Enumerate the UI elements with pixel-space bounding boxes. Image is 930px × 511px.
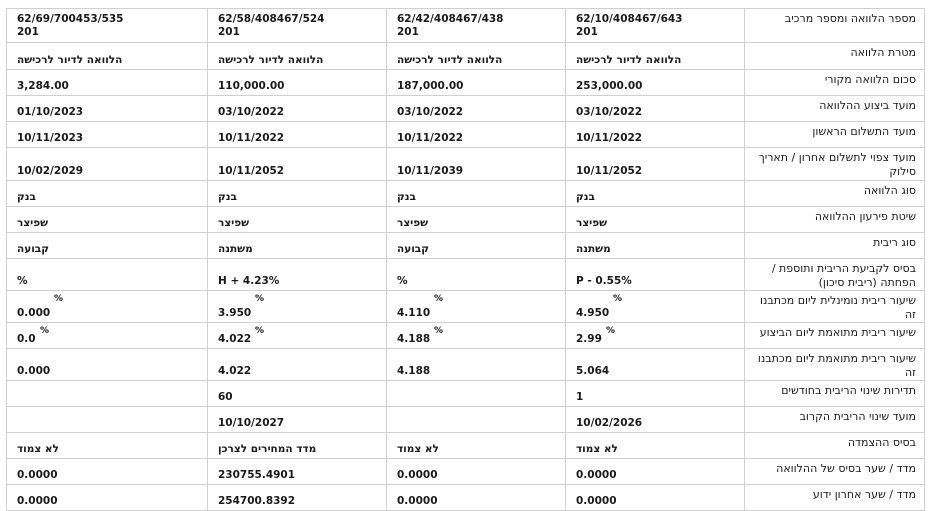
cell-loan-1 xyxy=(566,381,745,407)
row-label: בסיס ההצמדה xyxy=(745,433,925,459)
cell-value: לא צמוד xyxy=(17,443,59,455)
row-label: מטרת הלוואה xyxy=(745,43,925,70)
cell-loan-3 xyxy=(208,181,387,207)
cell-loan-1 xyxy=(566,349,745,381)
cell-loan-3 xyxy=(208,70,387,96)
cell-loan-3 xyxy=(208,291,387,323)
cell-value: שפיצר xyxy=(17,217,49,229)
cell-loan-4 xyxy=(7,291,208,323)
cell-loan-3 xyxy=(208,148,387,181)
cell-value: משתנה xyxy=(576,243,611,255)
cell-value: 230755.4901 xyxy=(218,469,296,481)
cell-value: H + 4.23% xyxy=(218,275,280,287)
cell-loan-4 xyxy=(7,459,208,485)
table-row xyxy=(7,323,925,349)
cell-value: 10/02/2026 xyxy=(576,417,643,429)
cell-loan-1 xyxy=(566,70,745,96)
cell-loan-1 xyxy=(566,323,745,349)
cell-loan-4 xyxy=(7,381,208,407)
cell-value: בנק xyxy=(397,191,416,203)
cell-loan-2 xyxy=(387,233,566,259)
cell-value: % xyxy=(397,275,408,287)
row-label: שיעור ריבית מתואמת ליום מכתבנו זה xyxy=(745,349,925,381)
cell-loan-2 xyxy=(387,148,566,181)
cell-loan-3 xyxy=(208,349,387,381)
cell-value: 4.188 xyxy=(397,333,431,345)
loan-details-sheet xyxy=(6,8,924,511)
table-row xyxy=(7,407,925,433)
cell-loan-2 xyxy=(387,122,566,148)
table-row xyxy=(7,259,925,291)
table-row xyxy=(7,381,925,407)
cell-loan-3 xyxy=(208,459,387,485)
percent-sign: % xyxy=(434,326,444,336)
cell-loan-2 xyxy=(387,43,566,70)
cell-loan-1 xyxy=(566,485,745,511)
cell-value: 10/11/2022 xyxy=(397,132,464,144)
table-row xyxy=(7,148,925,181)
cell-value: 10/10/2027 xyxy=(218,417,285,429)
cell-value: 4.188 xyxy=(397,365,431,377)
row-label: מספר הלוואה ומספר מרכיב xyxy=(745,9,925,43)
cell-loan-3 xyxy=(208,407,387,433)
table-row xyxy=(7,459,925,485)
cell-value: הלוואה לדיור לרכישה xyxy=(576,54,682,66)
cell-loan-1 xyxy=(566,148,745,181)
cell-loan-3 xyxy=(208,9,387,43)
row-label: מדד / שער אחרון ידוע xyxy=(745,485,925,511)
table-row xyxy=(7,291,925,323)
cell-loan-3 xyxy=(208,43,387,70)
cell-loan-1 xyxy=(566,207,745,233)
cell-loan-1 xyxy=(566,43,745,70)
table-row xyxy=(7,207,925,233)
row-label: שיטת פירעון ההלוואה xyxy=(745,207,925,233)
cell-value: שפיצר xyxy=(397,217,429,229)
cell-value: 5.064 xyxy=(576,365,610,377)
cell-loan-1 xyxy=(566,9,745,43)
percent-sign: % xyxy=(255,294,265,304)
cell-loan-1 xyxy=(566,181,745,207)
cell-loan-4 xyxy=(7,233,208,259)
cell-value: 253,000.00 xyxy=(576,80,643,92)
cell-loan-4 xyxy=(7,349,208,381)
cell-loan-2 xyxy=(387,485,566,511)
cell-loan-2 xyxy=(387,433,566,459)
cell-value: 0.0 xyxy=(17,333,36,345)
cell-value: 2.99 xyxy=(576,333,602,345)
cell-loan-1 xyxy=(566,233,745,259)
cell-value: 0.0000 xyxy=(576,495,617,507)
percent-sign: % xyxy=(40,326,50,336)
cell-value: בנק xyxy=(17,191,36,203)
row-label: מועד צפוי לתשלום אחרון / תאריך סילוק xyxy=(745,148,925,181)
cell-loan-2 xyxy=(387,70,566,96)
cell-value: 0.0000 xyxy=(17,469,58,481)
cell-value: 4.110 xyxy=(397,307,431,319)
cell-loan-4 xyxy=(7,70,208,96)
cell-value: 187,000.00 xyxy=(397,80,464,92)
cell-value: P - 0.55% xyxy=(576,275,632,287)
cell-value: 4.022 xyxy=(218,365,252,377)
cell-value: 03/10/2022 xyxy=(218,106,285,118)
row-label: בסיס לקביעת הריבית ותוספת / הפחתה (ריבית סיכון) xyxy=(745,259,925,291)
cell-value: 4.950 xyxy=(576,307,610,319)
cell-loan-2 xyxy=(387,207,566,233)
cell-value: 0.000 xyxy=(17,307,51,319)
cell-loan-3 xyxy=(208,96,387,122)
cell-value: בנק xyxy=(576,191,595,203)
cell-value: מדד המחירים לצרכן xyxy=(218,443,317,455)
cell-loan-4 xyxy=(7,122,208,148)
cell-loan-2 xyxy=(387,323,566,349)
cell-loan-2 xyxy=(387,381,566,407)
table-row xyxy=(7,122,925,148)
cell-value: 10/11/2052 xyxy=(218,165,285,177)
cell-loan-2 xyxy=(387,181,566,207)
cell-value: 03/10/2022 xyxy=(576,106,643,118)
cell-loan-4 xyxy=(7,148,208,181)
table-row xyxy=(7,9,925,43)
cell-value: 0.0000 xyxy=(17,495,58,507)
row-label: מועד התשלום הראשון xyxy=(745,122,925,148)
table-row xyxy=(7,70,925,96)
row-label: מועד ביצוע ההלוואה xyxy=(745,96,925,122)
row-label: סוג הלוואה xyxy=(745,181,925,207)
row-label: שיעור ריבית מתואמת ליום הביצוע xyxy=(745,323,925,349)
cell-loan-2 xyxy=(387,259,566,291)
cell-loan-3 xyxy=(208,259,387,291)
cell-value: 1 xyxy=(576,391,584,403)
row-label: מועד שינוי הריבית הקרוב xyxy=(745,407,925,433)
cell-value: 62/42/408467/438 201 xyxy=(397,13,504,38)
cell-value: לא צמוד xyxy=(576,443,618,455)
cell-value: 10/11/2022 xyxy=(576,132,643,144)
cell-value: 03/10/2022 xyxy=(397,106,464,118)
table-row xyxy=(7,43,925,70)
row-label: סכום הלוואה מקורי xyxy=(745,70,925,96)
cell-value: 110,000.00 xyxy=(218,80,285,92)
cell-loan-3 xyxy=(208,122,387,148)
cell-loan-3 xyxy=(208,381,387,407)
cell-value: 10/11/2023 xyxy=(17,132,84,144)
cell-value: לא צמוד xyxy=(397,443,439,455)
cell-value: הלוואה לדיור לרכישה xyxy=(17,54,123,66)
cell-value: 0.000 xyxy=(17,365,51,377)
cell-loan-4 xyxy=(7,407,208,433)
cell-value: בנק xyxy=(218,191,237,203)
cell-loan-4 xyxy=(7,96,208,122)
table-row xyxy=(7,349,925,381)
row-label: סוג ריבית xyxy=(745,233,925,259)
table-row xyxy=(7,485,925,511)
table-row xyxy=(7,181,925,207)
cell-loan-3 xyxy=(208,433,387,459)
cell-value: 0.0000 xyxy=(576,469,617,481)
table-row xyxy=(7,433,925,459)
cell-loan-3 xyxy=(208,323,387,349)
cell-value: 10/11/2039 xyxy=(397,165,464,177)
cell-value: 3,284.00 xyxy=(17,80,69,92)
cell-loan-2 xyxy=(387,291,566,323)
cell-loan-1 xyxy=(566,407,745,433)
cell-value: משתנה xyxy=(218,243,253,255)
cell-loan-2 xyxy=(387,407,566,433)
loan-details-body xyxy=(7,9,925,511)
cell-loan-1 xyxy=(566,96,745,122)
cell-loan-2 xyxy=(387,349,566,381)
cell-value: 62/69/700453/535 201 xyxy=(17,13,124,38)
cell-value: 10/02/2029 xyxy=(17,165,84,177)
percent-sign: % xyxy=(613,294,623,304)
cell-loan-4 xyxy=(7,9,208,43)
row-label: תדירות שינוי הריבית בחודשים xyxy=(745,381,925,407)
cell-loan-4 xyxy=(7,181,208,207)
cell-loan-1 xyxy=(566,259,745,291)
table-row xyxy=(7,96,925,122)
cell-value: 62/10/408467/643 201 xyxy=(576,13,683,38)
row-label: שיעור ריבית נומינלית ליום מכתבנו זה xyxy=(745,291,925,323)
cell-value: 4.022 xyxy=(218,333,252,345)
cell-loan-1 xyxy=(566,459,745,485)
cell-value: 0.0000 xyxy=(397,495,438,507)
cell-value: 0.0000 xyxy=(397,469,438,481)
cell-value: הלוואה לדיור לרכישה xyxy=(218,54,324,66)
cell-value: 254700.8392 xyxy=(218,495,296,507)
cell-value: 62/58/408467/524 201 xyxy=(218,13,325,38)
cell-value: קבועה xyxy=(17,243,49,255)
cell-loan-2 xyxy=(387,459,566,485)
cell-value: שפיצר xyxy=(218,217,250,229)
cell-loan-3 xyxy=(208,233,387,259)
cell-value: 60 xyxy=(218,391,233,403)
cell-value: 10/11/2022 xyxy=(218,132,285,144)
cell-value: % xyxy=(17,275,28,287)
cell-value: 01/10/2023 xyxy=(17,106,84,118)
percent-sign: % xyxy=(54,294,64,304)
cell-value: 3.950 xyxy=(218,307,252,319)
cell-loan-2 xyxy=(387,9,566,43)
cell-loan-1 xyxy=(566,433,745,459)
cell-loan-1 xyxy=(566,291,745,323)
cell-value: שפיצר xyxy=(576,217,608,229)
cell-loan-4 xyxy=(7,43,208,70)
row-label: מדד / שער בסיס של ההלוואה xyxy=(745,459,925,485)
cell-loan-4 xyxy=(7,323,208,349)
cell-loan-4 xyxy=(7,485,208,511)
cell-loan-4 xyxy=(7,259,208,291)
cell-loan-3 xyxy=(208,485,387,511)
percent-sign: % xyxy=(255,326,265,336)
percent-sign: % xyxy=(606,326,616,336)
cell-loan-1 xyxy=(566,122,745,148)
cell-value: 10/11/2052 xyxy=(576,165,643,177)
cell-loan-2 xyxy=(387,96,566,122)
cell-loan-4 xyxy=(7,433,208,459)
cell-value: הלוואה לדיור לרכישה xyxy=(397,54,503,66)
cell-loan-3 xyxy=(208,207,387,233)
cell-loan-4 xyxy=(7,207,208,233)
percent-sign: % xyxy=(434,294,444,304)
loan-details-table xyxy=(6,8,925,511)
cell-value: קבועה xyxy=(397,243,429,255)
table-row xyxy=(7,233,925,259)
